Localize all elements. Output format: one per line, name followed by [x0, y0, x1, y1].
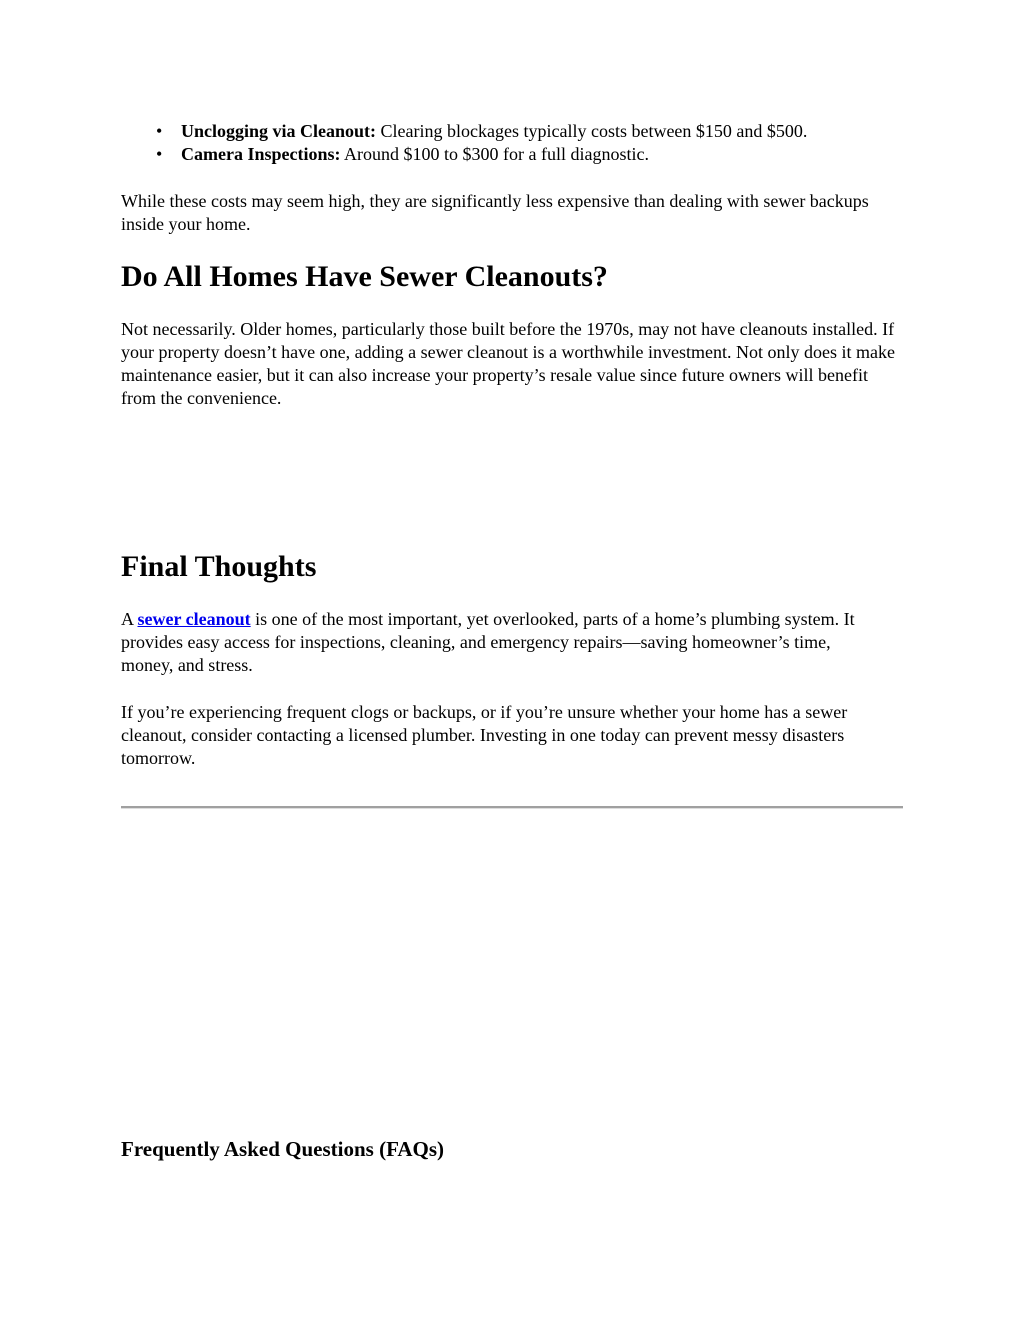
heading-final-thoughts: Final Thoughts — [121, 550, 317, 583]
cost-list — [121, 120, 807, 166]
costs-note: While these costs may seem high, they are significantly less expensive than dealing with sewer backups inside your home. — [121, 191, 869, 234]
final-paragraph-2: If you’re experiencing frequent clogs or backups, or if you’re unsure whether your home has a sewer cleanout, consider contacting a licensed plumber. Investing in one today can prevent messy disasters tomorrow. — [121, 702, 848, 768]
divider — [121, 806, 903, 809]
homes-paragraph: Not necessarily. Older homes, particularly those built before the 1970s, may not have cleanouts installed. If your property doesn’t have one, adding a sewer cleanout is a worthwhile investment. Not only does it make maintenance easier, but it can also increase your property’s resale value since future owners will benefit from the convenience. — [121, 319, 895, 408]
list-item: • Unclogging via Cleanout: Clearing blockages typically costs between $150 and $500. — [121, 120, 807, 143]
list-item: • Camera Inspections: Around $100 to $300 for a full diagnostic. — [121, 143, 807, 166]
final-paragraph-1: A sewer cleanout is one of the most important, yet overlooked, parts of a home’s plumbing system. It provides easy access for inspections, cleaning, and emergency repairs—saving homeowner’s time, money, and stress. — [121, 609, 855, 675]
heading-faqs: Frequently Asked Questions (FAQs) — [121, 1137, 444, 1161]
sewer-cleanout-link[interactable]: sewer cleanout — [137, 609, 251, 629]
heading-homes: Do All Homes Have Sewer Cleanouts? — [121, 260, 608, 293]
